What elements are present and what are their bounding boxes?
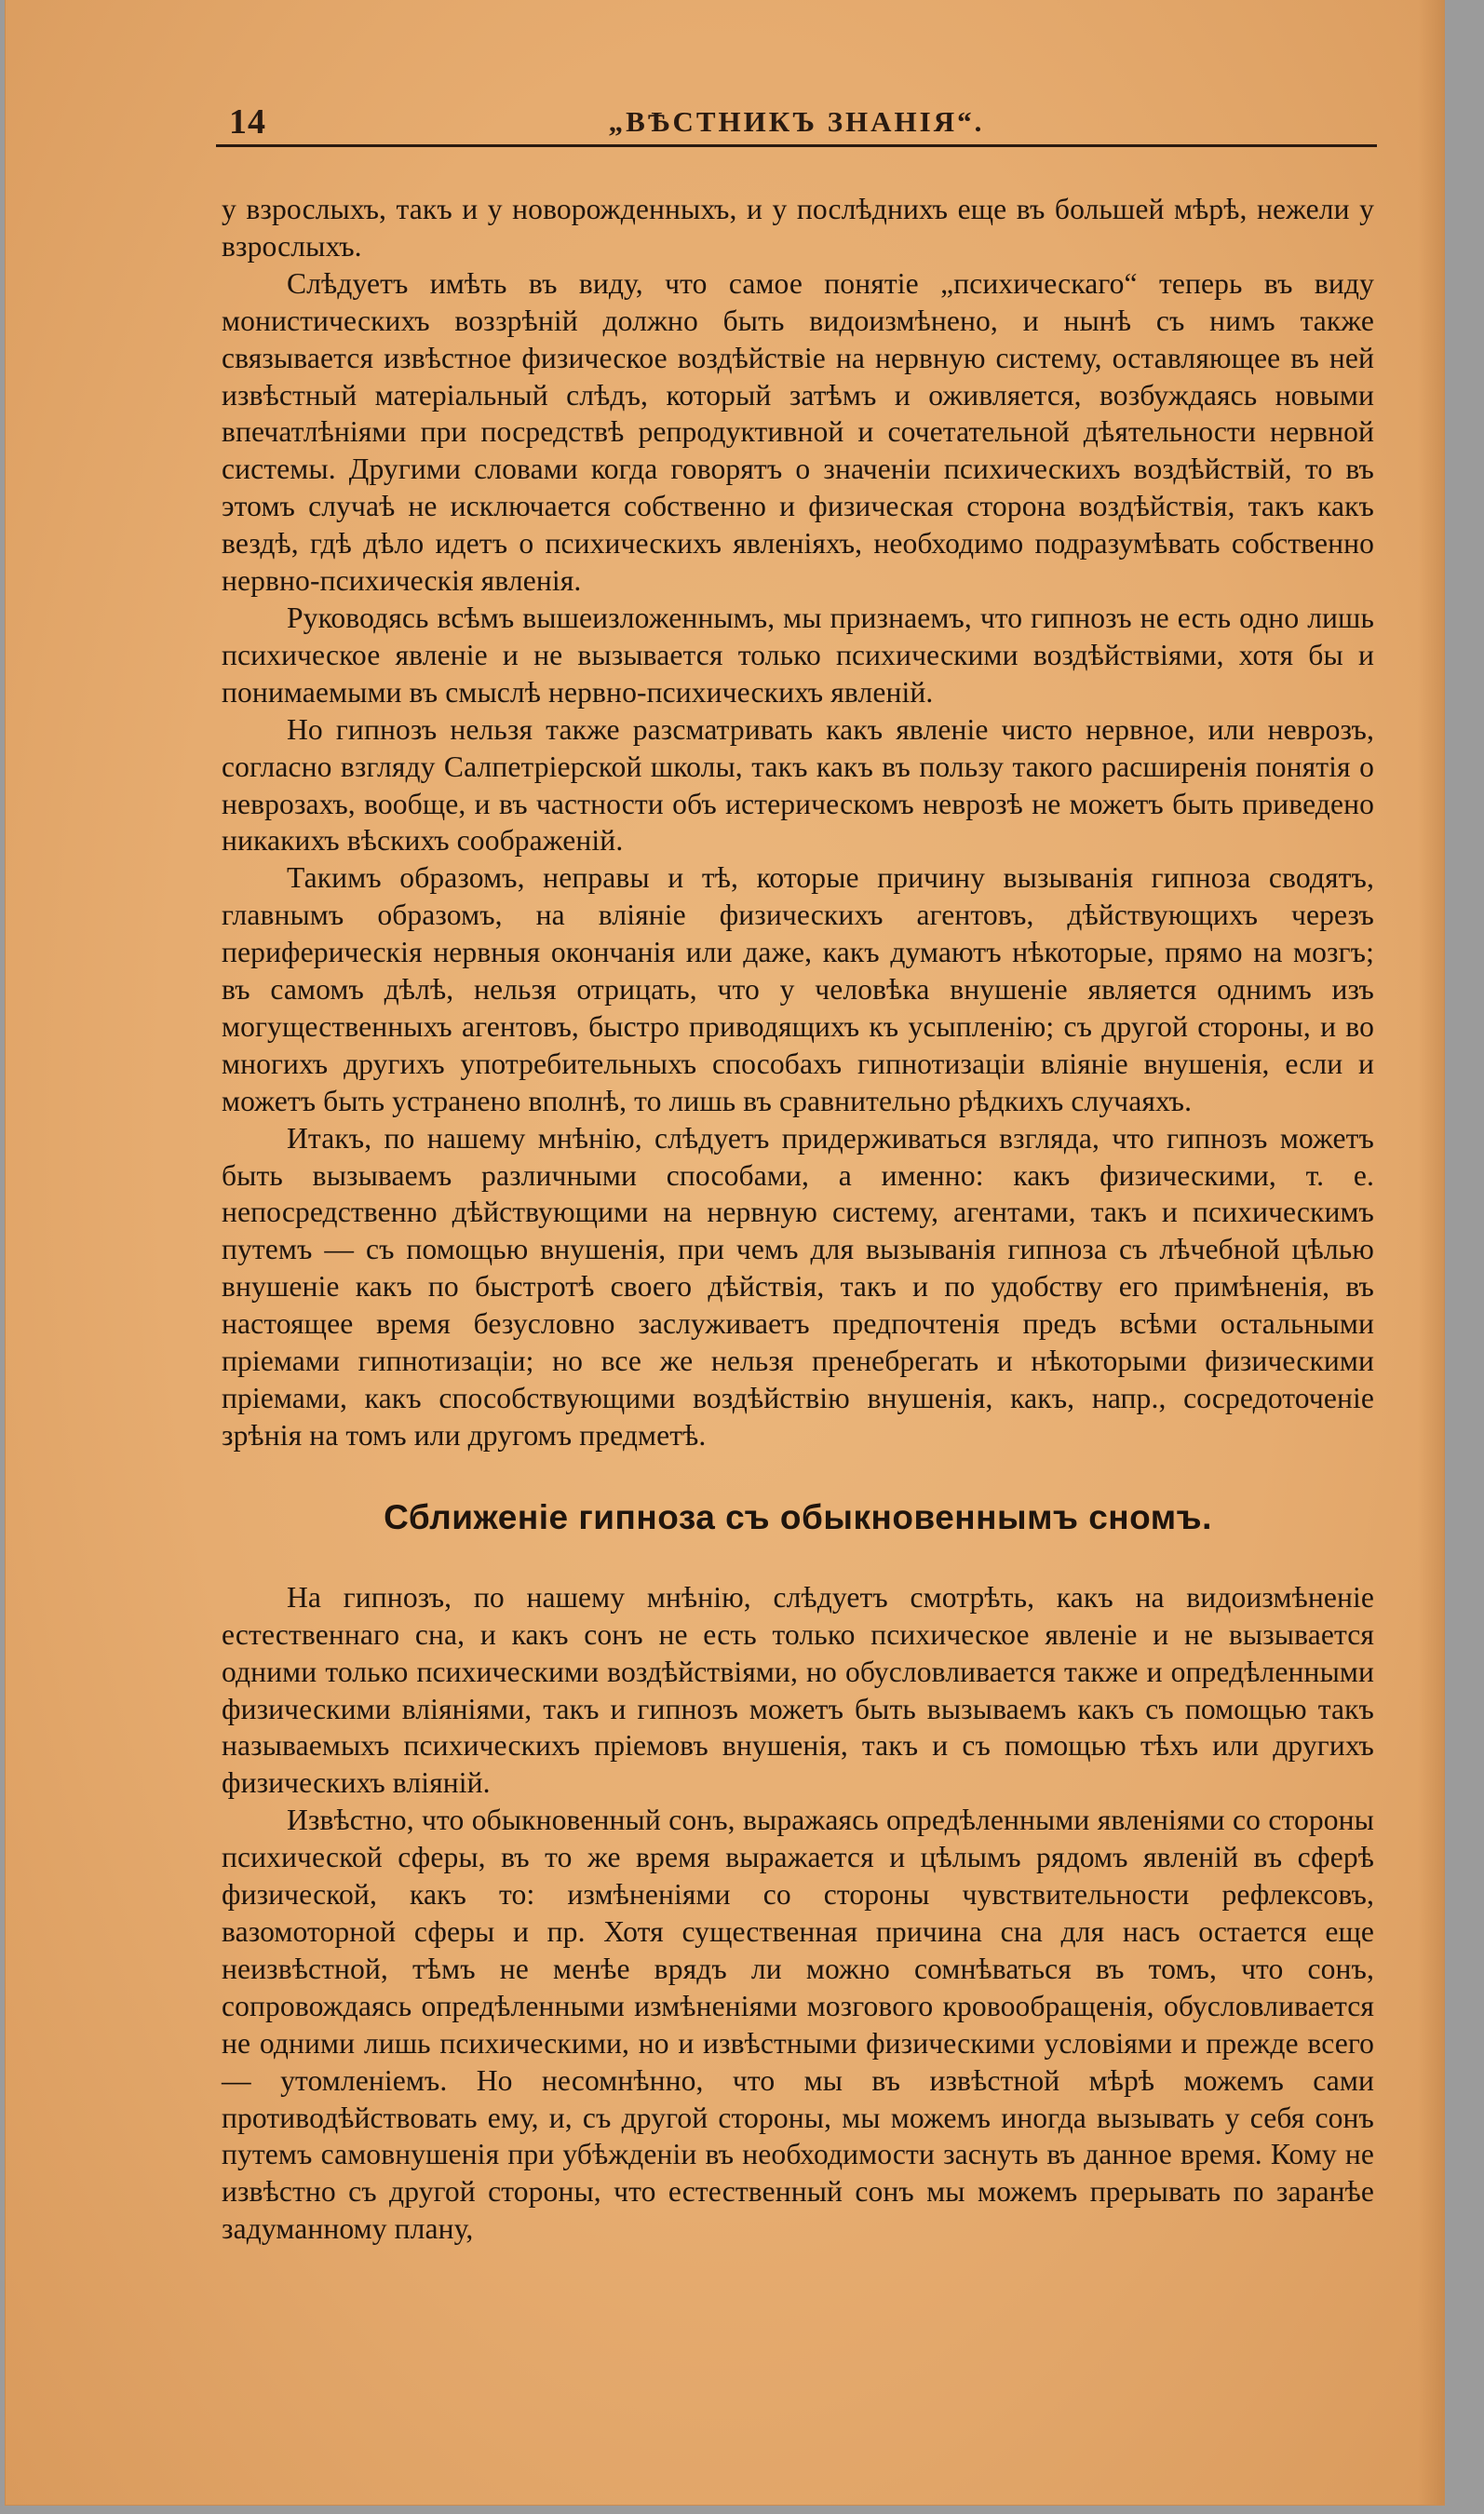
paragraph-continuation: у взрослыхъ, такъ и у новорожденныхъ, и у послѣднихъ еще въ большей мѣрѣ, нежели у взрослыхъ. [222, 193, 1374, 263]
article-body [222, 191, 1374, 2248]
paragraph: Итакъ, по нашему мнѣнію, слѣдуетъ придерживаться взгляда, что гипнозъ можетъ быть вызываемъ различными способами, а именно: какъ физическими, т. е. непосредственно дѣйствующими на нервную систему, агентами, такъ и психическимъ путемъ — съ помощью внушенія, при чемъ для вызыванія гипноза съ лѣчебной цѣлью внушеніе какъ по быстротѣ своего дѣйствія, такъ и по удобству его примѣненія, въ настоящее время безусловно заслуживаетъ предпочтенія предъ всѣми остальными пріемами гипнотизаціи; но все же нельзя пренебрегать и нѣкоторыми физическими пріемами, какъ способствующими воздѣйствію внушенія, какъ, напр., сосредоточеніе зрѣнія на томъ или другомъ предметѣ. [222, 1121, 1374, 1452]
journal-title: „ВѢСТНИКЪ ЗНАНІЯ“. [608, 105, 985, 138]
paragraph: Извѣстно, что обыкновенный сонъ, выражаясь опредѣленными явленіями со стороны психической сферы, въ то же время выражается и цѣлымъ рядомъ явленій въ сферѣ физической, какъ то: измѣненіями со стороны чувствительности рефлексовъ, вазомоторной сферы и пр. Хотя существенная причина сна для насъ остается еще неизвѣстной, тѣмъ не менѣе врядъ ли можно сомнѣваться въ томъ, что сонъ, сопровождаясь опредѣленными измѣненіями мозгового кровообращенія, обусловливается не одними лишь психическими, но и извѣстными физическими условіями и прежде всего — утомленіемъ. Но несомнѣнно, что мы въ извѣстной мѣрѣ можемъ сами противодѣйствовать ему, и, съ другой стороны, мы можемъ иногда вызывать у себя сонъ путемъ самовнушенія при убѣжденіи въ необходимости заснуть въ данное время. Кому не извѣстно съ другой стороны, что естественный сонъ мы можемъ прерывать по заранѣе задуманному плану, [222, 1804, 1374, 2246]
paragraph: На гипнозъ, по нашему мнѣнію, слѣдуетъ смотрѣть, какъ на видоизмѣненіе естественнаго сна, и какъ сонъ не есть только психическое явленіе и не вызывается одними только психическими воздѣйствіями, но обусловливается также и опредѣленными физическими вліяніями, такъ и гипнозъ можетъ быть вызываемъ какъ съ помощью такъ называемыхъ психическихъ пріемовъ внушенія, такъ и съ помощью тѣхъ или другихъ физическихъ вліяній. [222, 1580, 1374, 1800]
page-edge-shadow [1418, 0, 1444, 2505]
paragraph: Слѣдуетъ имѣть въ виду, что самое понятіе „психическаго“ теперь въ виду монистическихъ воззрѣній должно быть видоизмѣнено, и нынѣ съ нимъ также связывается извѣстное физическое воздѣйствіе на нервную систему, оставляющее въ ней извѣстный матеріальный слѣдъ, который затѣмъ и оживляется, возбуждаясь новыми впечатлѣніями при посредствѣ репродуктивной и сочетательной дѣятельности нервной системы. Другими словами когда говорятъ о значеніи психическихъ воздѣйствій, то въ этомъ случаѣ не исключается собственно и физическая сторона воздѣйствія, такъ какъ вездѣ, гдѣ дѣло идетъ о психическихъ явленіяхъ, необходимо подразумѣвать собственно нервно-психическія явленія. [222, 266, 1374, 598]
running-header [216, 98, 1377, 147]
paragraph: Но гипнозъ нельзя также разсматривать какъ явленіе чисто нервное, или неврозъ, согласно взгляду Салпетріерской школы, такъ какъ въ пользу такого расширенія понятія о неврозахъ, вообще, и въ частности объ истерическомъ неврозѣ не можетъ быть приведено никакихъ вѣскихъ соображеній. [222, 712, 1374, 858]
section-heading: Сближеніе гипноза съ обыкновеннымъ сномъ. [384, 1497, 1212, 1536]
scanned-page [6, 0, 1444, 2505]
paragraph: Такимъ образомъ, неправы и тѣ, которые причину вызыванія гипноза сводятъ, главнымъ образомъ, на вліяніе физическихъ агентовъ, дѣйствующихъ черезъ периферическія нервныя окончанія или даже, какъ думаютъ нѣкоторые, прямо на мозгъ; въ самомъ дѣлѣ, нельзя отрицать, что у человѣка внушеніе является однимъ изъ могущественныхъ агентовъ, быстро приводящихъ къ усыпленію; съ другой стороны, и во многихъ другихъ употребительныхъ способахъ гипнотизаціи вліяніе внушенія, если и можетъ быть устранено вполнѣ, то лишь въ сравнительно рѣдкихъ случаяхъ. [222, 861, 1374, 1117]
paragraph: Руководясь всѣмъ вышеизложеннымъ, мы признаемъ, что гипнозъ не есть одно лишь психическое явленіе и не вызывается только психическими воздѣйствіями, хотя бы и понимаемыми въ смыслѣ нервно-психическихъ явленій. [222, 601, 1374, 709]
page-number: 14 [229, 102, 266, 142]
